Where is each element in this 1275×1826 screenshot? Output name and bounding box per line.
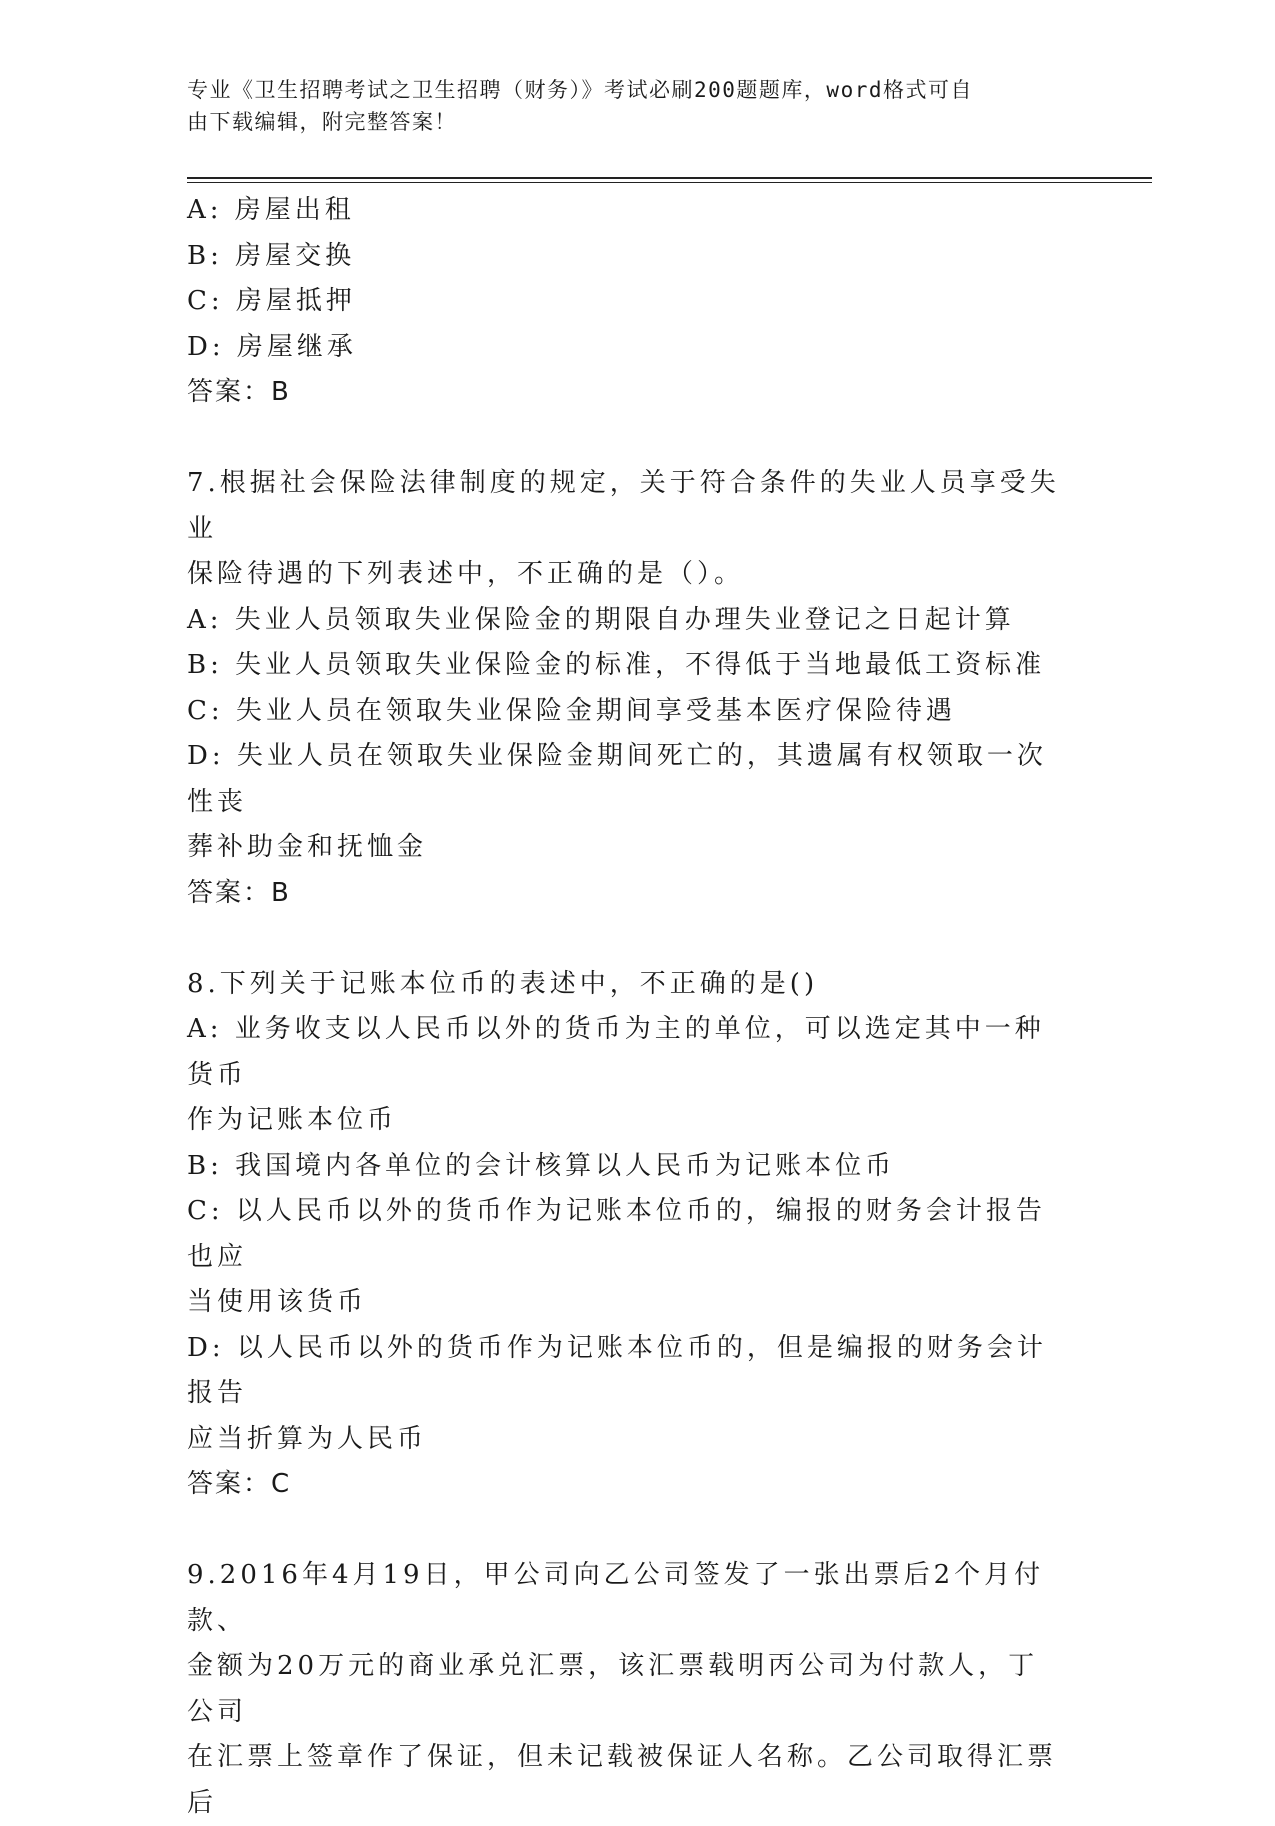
question-8 [187, 962, 1067, 1508]
option-d: D: 失业人员在领取失业保险金期间死亡的，其遗属有权领取一次性丧 [187, 741, 1047, 817]
question-7 [187, 461, 1067, 916]
question-6 [187, 188, 1067, 416]
header-divider-thin [187, 182, 1152, 183]
question-stem-line: 8.下列关于记账本位币的表述中，不正确的是() [187, 968, 819, 999]
option-a: A: 业务收支以人民币以外的货币为主的单位，可以选定其中一种货币 [187, 1014, 1045, 1090]
option-b: B: 房屋交换 [187, 240, 356, 271]
document-header [187, 74, 1067, 138]
option-c-continued: 当使用该货币 [187, 1287, 368, 1317]
question-stem-line: 7.根据社会保险法律制度的规定，关于符合条件的失业人员享受失业 [187, 468, 1060, 544]
question-9 [187, 1553, 1067, 1826]
option-c: C: 以人民币以外的货币作为记账本位币的，编报的财务会计报告也应 [187, 1196, 1046, 1272]
question-list [187, 188, 1067, 1826]
question-spacer [187, 1508, 1067, 1554]
option-b: B: 我国境内各单位的会计核算以人民币为记账本位币 [187, 1150, 896, 1181]
option-d: D: 以人民币以外的货币作为记账本位币的，但是编报的财务会计报告 [187, 1332, 1047, 1408]
option-a: A: 失业人员领取失业保险金的期限自办理失业登记之日起计算 [187, 604, 1015, 635]
option-c: C: 房屋抵押 [187, 286, 356, 316]
option-d-continued: 应当折算为人民币 [187, 1423, 428, 1454]
question-stem-line: 金额为20万元的商业承兑汇票，该汇票载明丙公司为付款人，丁公司 [187, 1651, 1039, 1727]
answer-label: 答案：B [187, 377, 291, 407]
header-title-line: 由下载编辑，附完整答案！ [187, 110, 457, 134]
option-a: A: 房屋出租 [187, 195, 355, 225]
option-d-continued: 葬补助金和抚恤金 [187, 832, 428, 862]
question-stem-line: 在汇票上签章作了保证，但未记载被保证人名称。乙公司取得汇票后 [187, 1742, 1058, 1818]
question-stem-line: 保险待遇的下列表述中，不正确的是（）。 [187, 559, 745, 589]
header-title-line: 专业《卫生招聘考试之卫生招聘（财务）》考试必刷200题题库，word格式可自 [187, 78, 973, 102]
option-d: D: 房屋继承 [187, 331, 357, 362]
option-b: B: 失业人员领取失业保险金的标准，不得低于当地最低工资标准 [187, 650, 1046, 680]
question-spacer [187, 916, 1067, 962]
header-divider-thick [187, 177, 1152, 179]
question-spacer [187, 416, 1067, 462]
question-stem-line: 9.2016年4月19日，甲公司向乙公司签发了一张出票后2个月付款、 [187, 1560, 1045, 1636]
option-a-continued: 作为记账本位币 [187, 1105, 398, 1135]
answer-label: 答案：C [187, 1469, 292, 1499]
answer-label: 答案：B [187, 877, 291, 908]
option-c: C: 失业人员在领取失业保险金期间享受基本医疗保险待遇 [187, 695, 956, 726]
